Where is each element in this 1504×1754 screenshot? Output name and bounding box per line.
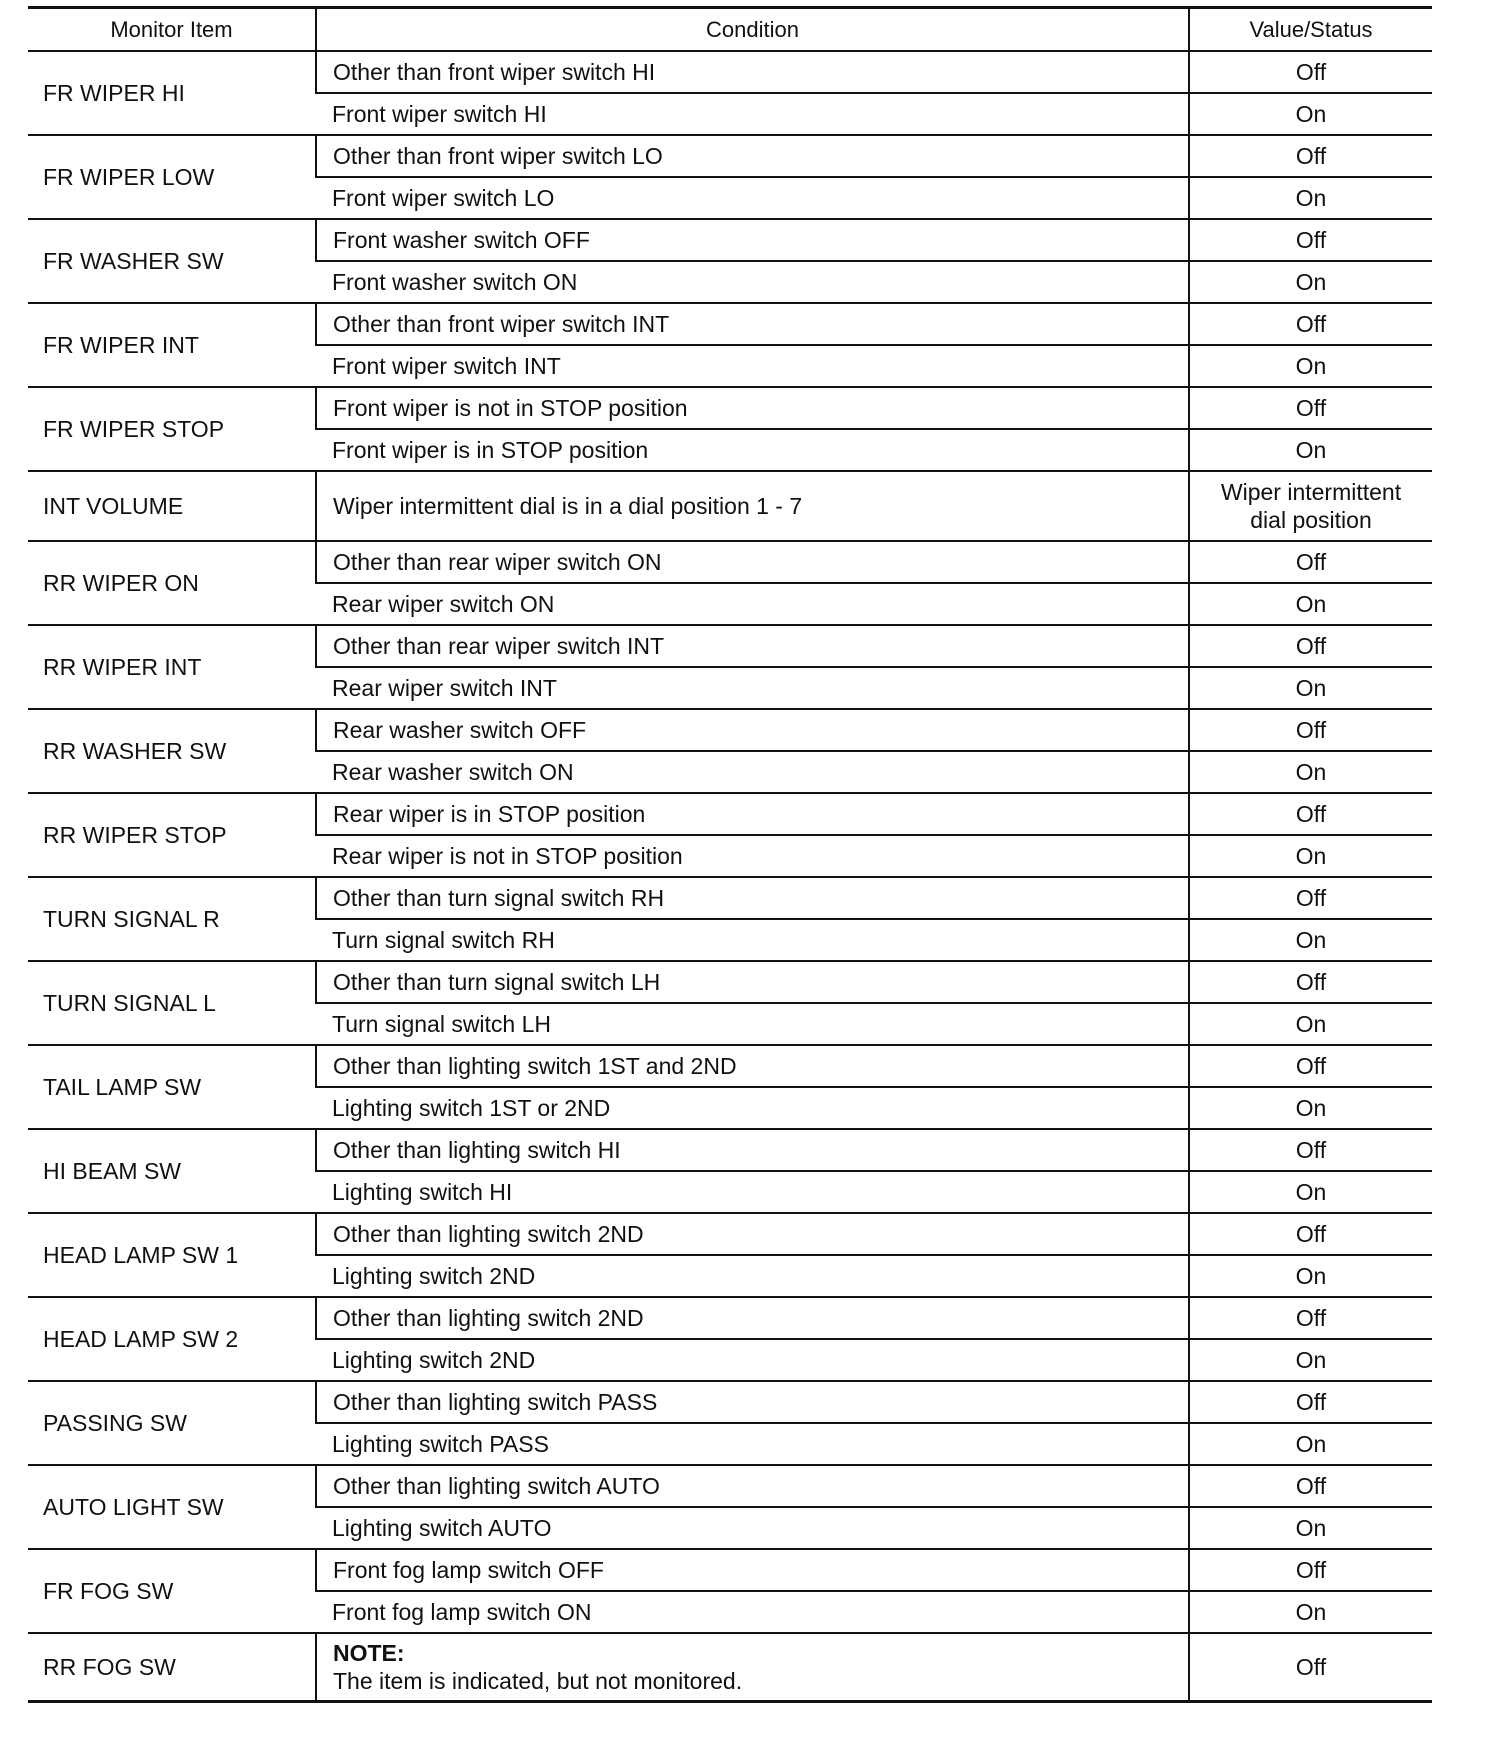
condition-cell: Front wiper switch HI xyxy=(316,93,1189,135)
note-text: The item is indicated, but not monitored. xyxy=(333,1668,743,1694)
condition-cell xyxy=(316,1633,1189,1702)
condition-cell: Other than lighting switch HI xyxy=(316,1129,1189,1171)
value-line: Wiper intermittent xyxy=(1220,479,1402,505)
table-row xyxy=(28,709,1432,751)
value-status-cell: Off xyxy=(1189,877,1432,919)
value-status-cell: On xyxy=(1189,261,1432,303)
table-row xyxy=(28,1045,1432,1087)
condition-cell: Front washer switch OFF xyxy=(316,219,1189,261)
header-value-status: Value/Status xyxy=(1189,8,1432,52)
value-status-cell: On xyxy=(1189,1087,1432,1129)
value-status-cell xyxy=(1189,471,1432,541)
value-status-cell: Off xyxy=(1189,1129,1432,1171)
monitor-item-cell: RR FOG SW xyxy=(28,1633,316,1702)
condition-cell: Lighting switch 2ND xyxy=(316,1255,1189,1297)
condition-cell: Lighting switch HI xyxy=(316,1171,1189,1213)
value-status-cell: On xyxy=(1189,1591,1432,1633)
monitor-item-cell: RR WIPER INT xyxy=(28,625,316,709)
value-status-cell: On xyxy=(1189,1423,1432,1465)
condition-cell: Rear wiper is in STOP position xyxy=(316,793,1189,835)
condition-cell: Other than lighting switch 2ND xyxy=(316,1297,1189,1339)
condition-cell: Other than lighting switch 1ST and 2ND xyxy=(316,1045,1189,1087)
value-status-cell: On xyxy=(1189,429,1432,471)
condition-cell: Front washer switch ON xyxy=(316,261,1189,303)
value-status-cell: On xyxy=(1189,1339,1432,1381)
condition-cell: Other than lighting switch PASS xyxy=(316,1381,1189,1423)
value-status-cell: Off xyxy=(1189,135,1432,177)
value-line: dial position xyxy=(1250,507,1372,533)
table-row xyxy=(28,303,1432,345)
condition-cell: Other than rear wiper switch INT xyxy=(316,625,1189,667)
table-row xyxy=(28,1465,1432,1507)
value-status-cell: On xyxy=(1189,751,1432,793)
condition-cell: Other than lighting switch AUTO xyxy=(316,1465,1189,1507)
monitor-item-cell: FR FOG SW xyxy=(28,1549,316,1633)
value-status-cell: Off xyxy=(1189,219,1432,261)
value-status-cell: On xyxy=(1189,345,1432,387)
condition-cell: Lighting switch 1ST or 2ND xyxy=(316,1087,1189,1129)
monitor-item-cell: RR WIPER STOP xyxy=(28,793,316,877)
value-status-cell: Off xyxy=(1189,387,1432,429)
condition-cell: Rear wiper is not in STOP position xyxy=(316,835,1189,877)
monitor-item-cell: TAIL LAMP SW xyxy=(28,1045,316,1129)
value-status-cell: On xyxy=(1189,919,1432,961)
table-row xyxy=(28,877,1432,919)
header-condition: Condition xyxy=(316,8,1189,52)
condition-cell: Rear washer switch ON xyxy=(316,751,1189,793)
value-status-cell: Off xyxy=(1189,1297,1432,1339)
value-status-cell: Off xyxy=(1189,1633,1432,1702)
value-status-cell: On xyxy=(1189,667,1432,709)
condition-cell: Other than turn signal switch LH xyxy=(316,961,1189,1003)
value-status-cell: On xyxy=(1189,583,1432,625)
table-row xyxy=(28,1633,1432,1702)
table-row xyxy=(28,471,1432,541)
condition-cell: Wiper intermittent dial is in a dial position 1 - 7 xyxy=(316,471,1189,541)
table-row xyxy=(28,51,1432,93)
condition-cell: Other than rear wiper switch ON xyxy=(316,541,1189,583)
condition-cell: Lighting switch PASS xyxy=(316,1423,1189,1465)
table-row xyxy=(28,387,1432,429)
monitor-item-cell: HEAD LAMP SW 1 xyxy=(28,1213,316,1297)
value-status-cell: Off xyxy=(1189,303,1432,345)
note-label: NOTE: xyxy=(333,1640,405,1666)
condition-cell: Front fog lamp switch OFF xyxy=(316,1549,1189,1591)
value-status-cell: Off xyxy=(1189,51,1432,93)
value-status-cell: Off xyxy=(1189,793,1432,835)
condition-cell: Turn signal switch RH xyxy=(316,919,1189,961)
header-monitor-item: Monitor Item xyxy=(28,8,316,52)
monitor-item-cell: FR WIPER LOW xyxy=(28,135,316,219)
value-status-cell: On xyxy=(1189,1171,1432,1213)
monitor-item-cell: FR WASHER SW xyxy=(28,219,316,303)
condition-cell: Front fog lamp switch ON xyxy=(316,1591,1189,1633)
table-row xyxy=(28,1213,1432,1255)
value-status-cell: On xyxy=(1189,93,1432,135)
monitor-item-cell: HI BEAM SW xyxy=(28,1129,316,1213)
monitor-item-cell: TURN SIGNAL R xyxy=(28,877,316,961)
monitor-item-cell: PASSING SW xyxy=(28,1381,316,1465)
condition-cell: Turn signal switch LH xyxy=(316,1003,1189,1045)
table-row xyxy=(28,219,1432,261)
monitor-item-cell: FR WIPER HI xyxy=(28,51,316,135)
monitor-item-cell: FR WIPER STOP xyxy=(28,387,316,471)
value-status-cell: On xyxy=(1189,1507,1432,1549)
value-status-cell: On xyxy=(1189,177,1432,219)
condition-cell: Other than front wiper switch INT xyxy=(316,303,1189,345)
table-row xyxy=(28,961,1432,1003)
value-status-cell: Off xyxy=(1189,541,1432,583)
monitor-item-cell: TURN SIGNAL L xyxy=(28,961,316,1045)
value-status-cell: Off xyxy=(1189,625,1432,667)
table-header-row xyxy=(28,8,1432,52)
condition-cell: Other than turn signal switch RH xyxy=(316,877,1189,919)
monitor-item-cell: INT VOLUME xyxy=(28,471,316,541)
condition-cell: Front wiper switch INT xyxy=(316,345,1189,387)
table-row xyxy=(28,625,1432,667)
value-status-cell: Off xyxy=(1189,1381,1432,1423)
table-row xyxy=(28,135,1432,177)
value-status-cell: Off xyxy=(1189,709,1432,751)
monitor-item-table-container xyxy=(28,6,1432,1703)
condition-cell: Rear wiper switch INT xyxy=(316,667,1189,709)
value-status-cell: Off xyxy=(1189,1213,1432,1255)
value-status-cell: Off xyxy=(1189,961,1432,1003)
condition-cell: Other than lighting switch 2ND xyxy=(316,1213,1189,1255)
monitor-item-table xyxy=(28,6,1432,1703)
value-status-cell: Off xyxy=(1189,1045,1432,1087)
table-row xyxy=(28,1129,1432,1171)
condition-cell: Rear washer switch OFF xyxy=(316,709,1189,751)
monitor-item-cell: FR WIPER INT xyxy=(28,303,316,387)
monitor-item-cell: RR WIPER ON xyxy=(28,541,316,625)
condition-cell: Other than front wiper switch HI xyxy=(316,51,1189,93)
table-row xyxy=(28,541,1432,583)
value-status-cell: Off xyxy=(1189,1549,1432,1591)
table-row xyxy=(28,1381,1432,1423)
condition-cell: Other than front wiper switch LO xyxy=(316,135,1189,177)
condition-cell: Front wiper is not in STOP position xyxy=(316,387,1189,429)
condition-cell: Lighting switch 2ND xyxy=(316,1339,1189,1381)
monitor-item-cell: AUTO LIGHT SW xyxy=(28,1465,316,1549)
condition-cell: Front wiper is in STOP position xyxy=(316,429,1189,471)
condition-cell: Rear wiper switch ON xyxy=(316,583,1189,625)
table-row xyxy=(28,793,1432,835)
monitor-item-cell: HEAD LAMP SW 2 xyxy=(28,1297,316,1381)
table-row xyxy=(28,1549,1432,1591)
value-status-cell: On xyxy=(1189,835,1432,877)
value-status-cell: On xyxy=(1189,1003,1432,1045)
condition-cell: Lighting switch AUTO xyxy=(316,1507,1189,1549)
table-body xyxy=(28,51,1432,1702)
condition-cell: Front wiper switch LO xyxy=(316,177,1189,219)
value-status-cell: On xyxy=(1189,1255,1432,1297)
monitor-item-cell: RR WASHER SW xyxy=(28,709,316,793)
value-status-cell: Off xyxy=(1189,1465,1432,1507)
table-row xyxy=(28,1297,1432,1339)
